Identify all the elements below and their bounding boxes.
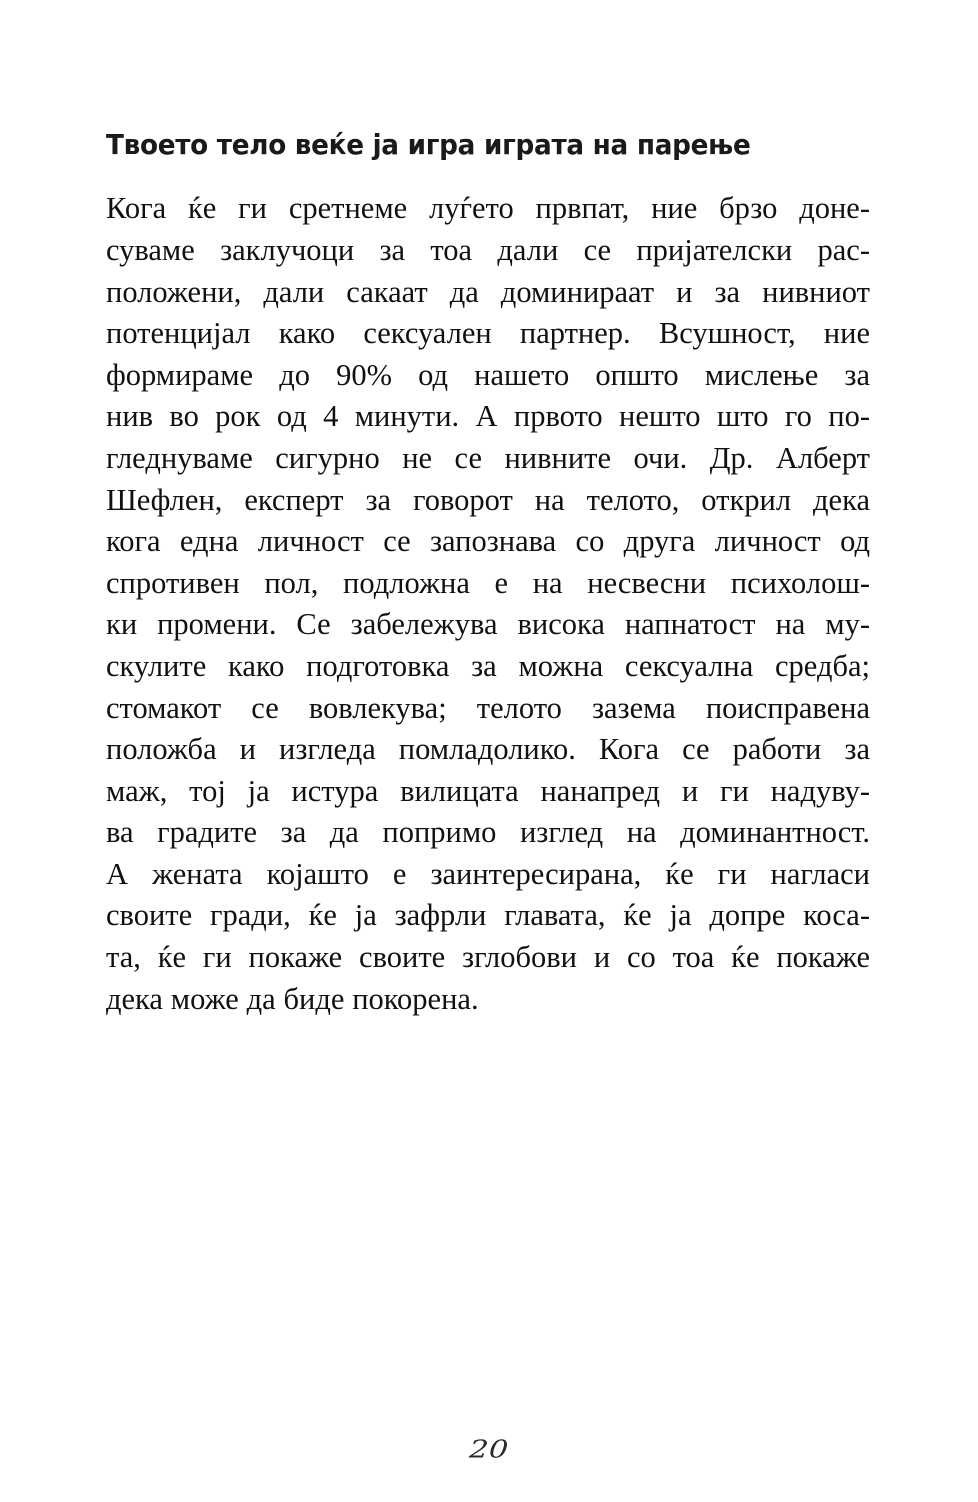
body-line: положба и изгледа помладолико. Кога се работи за	[106, 732, 870, 767]
body-line: гледнуваме сигурно не се нивните очи. Др. Алберт	[106, 440, 870, 475]
body-line: своите гради, ќе ја зафрли главата, ќе ја допре коса-	[106, 898, 870, 933]
body-line: ки промени. Се забележува висока напнатост на му-	[106, 607, 870, 642]
page-content	[106, 128, 870, 1020]
body-line: ва градите за да попримо изглед на доминантност.	[106, 815, 870, 850]
page-title: Твоето тело веќе ја игра играта на парење	[106, 129, 751, 161]
body-line: маж, тој ја истура вилицата нанапред и ги надуву-	[106, 773, 870, 808]
body-line: формираме до 90% од нашето општо мислење за	[106, 357, 870, 392]
body-line: стомакот се вовлекува; телото зазема поисправена	[106, 690, 870, 725]
body-line: кога една личност се запознава со друга личност од	[106, 524, 870, 559]
body-line: та, ќе ги покаже своите зглобови и со тоа ќе покаже	[106, 940, 870, 975]
body-line: потенцијал како сексуален партнер. Всушност, ние	[106, 316, 870, 351]
body-line: положени, дали сакаат да доминираат и за нивниот	[106, 274, 870, 309]
body-line: скулите како подготовка за можна сексуална средба;	[106, 648, 870, 683]
heading-paragraph-gap	[106, 162, 870, 188]
body-line: нив во рок од 4 минути. А првото нешто што го по-	[106, 399, 870, 434]
body-line: суваме заклучоци за тоа дали се пријателски рас-	[106, 232, 870, 267]
body-line: Шефлен, експерт за говорот на телото, открил дека	[106, 482, 870, 517]
page-number: 20	[468, 1435, 510, 1464]
body-line: Кога ќе ги сретнеме луѓето првпат, ние брзо доне-	[106, 191, 870, 226]
body-paragraph	[106, 188, 870, 1020]
body-line: дека може да биде покорена.	[106, 981, 479, 1016]
body-line: спротивен пол, подложна е на несвесни психолош-	[106, 565, 870, 600]
body-line: А жената којашто е заинтересирана, ќе ги нагласи	[106, 856, 870, 891]
